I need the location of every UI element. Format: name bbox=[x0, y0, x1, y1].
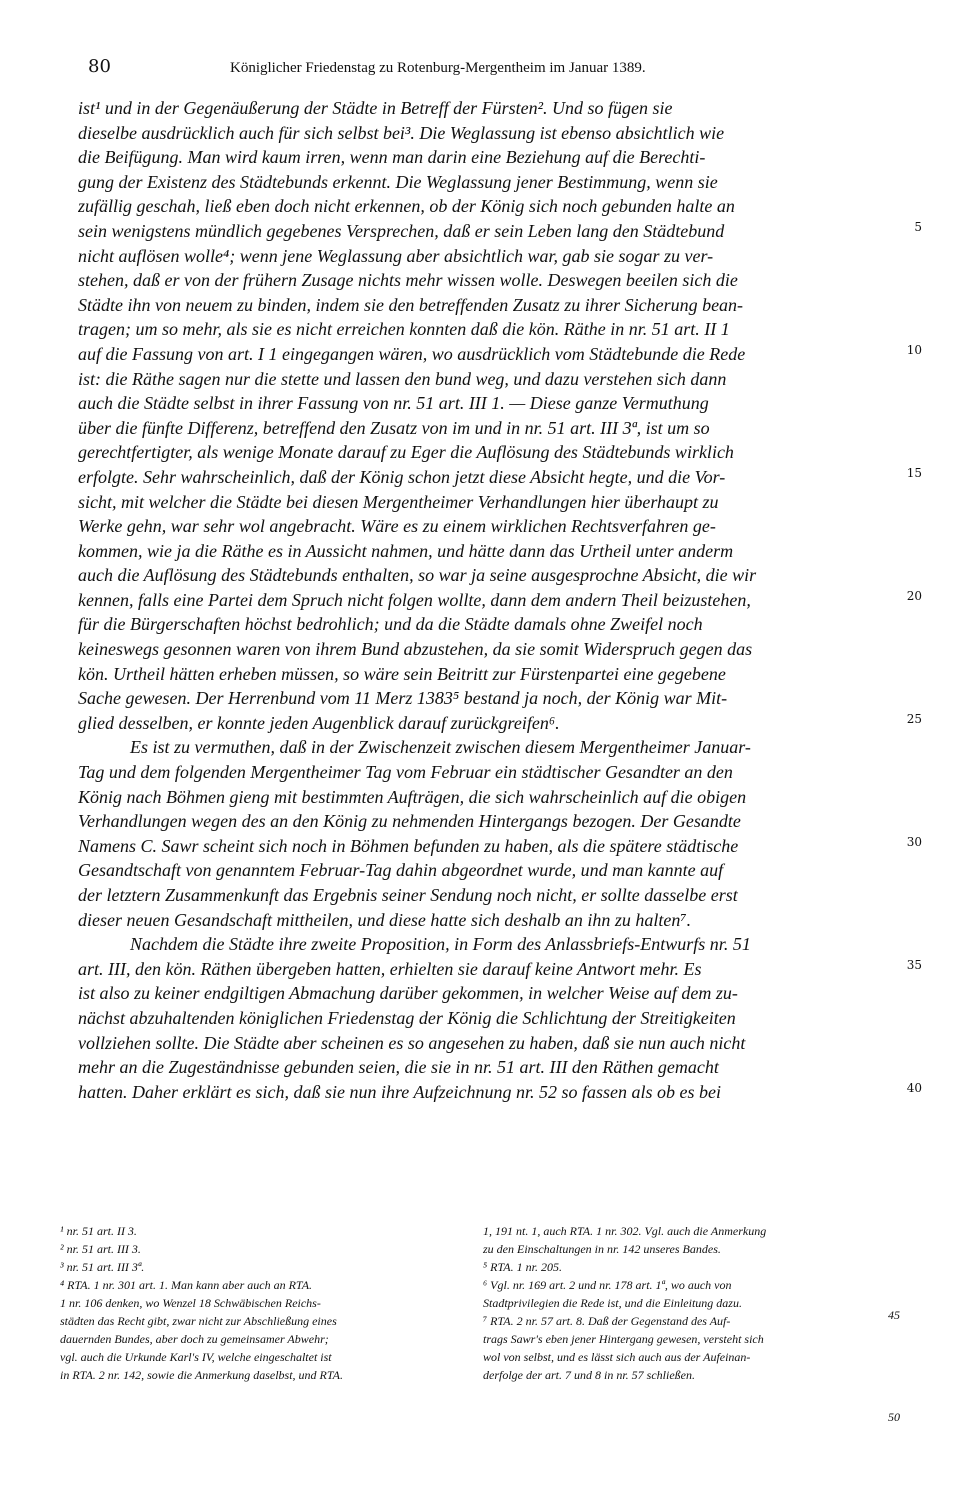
body-line: mehr an die Zugeständnisse gebunden seien, die sie in nr. 51 art. III den Räthen gemacht bbox=[78, 1057, 719, 1078]
footnote-column-right bbox=[483, 1222, 883, 1384]
body-line: über die fünfte Differenz, betreffend den Zusatz von im und in nr. 51 art. III 3ª, ist um so bbox=[78, 417, 710, 438]
body-line: gung der Existenz des Städtebunds erkennt. Die Weglassung jener Bestimmung, wenn sie bbox=[78, 171, 718, 192]
line-number: 30 bbox=[906, 835, 922, 849]
body-line: auch die Auflösung des Städtebunds enthalten, so war ja seine ausgesprochne Absicht, die wir bbox=[78, 565, 757, 586]
body-line: nächst abzuhaltenden königlichen Friedenstag der König die Schlichtung der Streitigkeiten bbox=[78, 1007, 736, 1028]
footnote-line: ² nr. 51 art. III 3. bbox=[60, 1242, 141, 1256]
line-number: 25 bbox=[906, 712, 922, 726]
footnote-line-number: 50 bbox=[888, 1410, 900, 1424]
body-line: sein wenigstens mündlich gegebenes Versprechen, daß er sein Leben lang den Städtebund bbox=[78, 220, 725, 241]
body-line: keineswegs gesonnen waren von ihrem Bund abzustehen, da sie somit Widerspruch gegen das bbox=[78, 639, 753, 660]
footnote-line: städten das Recht gibt, zwar nicht zur Abschließung eines bbox=[60, 1314, 337, 1328]
body-line: auf die Fassung von art. I 1 eingegangen wären, wo ausdrücklich vom Städtebunde die Rede bbox=[78, 343, 746, 364]
body-line: dieselbe ausdrücklich auch für sich selbst bei³. Die Weglassung ist ebenso absichtlich wie bbox=[78, 122, 725, 143]
body-line: kommen, wie ja die Räthe es in Aussicht nahmen, und hätte dann das Urtheil unter anderm bbox=[78, 540, 734, 561]
body-line: kön. Urtheil hätten erheben müssen, so wäre sein Beitritt zur Fürstenpartei eine gegebene bbox=[78, 663, 726, 684]
footnote-line: zu den Einschaltungen in nr. 142 unseres Bandes. bbox=[483, 1242, 721, 1256]
body-line: Gesandtschaft von genanntem Februar-Tag dahin abgeordnet wurde, und man kannte auf bbox=[78, 860, 724, 881]
footnote-line-number: 45 bbox=[888, 1308, 900, 1322]
footnote-line: dauernden Bundes, aber doch zu gemeinsamer Abwehr; bbox=[60, 1332, 329, 1346]
line-number: 40 bbox=[906, 1081, 922, 1095]
body-line: glied desselben, er konnte jeden Augenblick darauf zurückgreifen⁶. bbox=[78, 712, 560, 733]
body-line: für die Bürgerschaften höchst bedrohlich; und da die Städte damals ohne Zweifel noch bbox=[78, 614, 703, 635]
page-number: 80 bbox=[88, 56, 111, 77]
footnote-line: Stadtprivilegien die Rede ist, und die Einleitung dazu. bbox=[483, 1296, 742, 1310]
line-number: 5 bbox=[914, 220, 922, 234]
body-line: Werke gehn, war sehr wol angebracht. Wäre es zu einem wirklichen Rechtsverfahren ge- bbox=[78, 516, 716, 537]
body-line: auch die Städte selbst in ihrer Fassung von nr. 51 art. III 1. — Diese ganze Vermuthung bbox=[78, 393, 709, 414]
footnote-line: ⁶ Vgl. nr. 169 art. 2 und nr. 178 art. 1ª, wo auch von bbox=[483, 1278, 732, 1292]
footnote-line: ⁷ RTA. 2 nr. 57 art. 8. Daß der Gegenstand des Auf- bbox=[483, 1314, 731, 1328]
footnote-line: derfolge der art. 7 und 8 in nr. 57 schließen. bbox=[483, 1368, 695, 1382]
footnote-column-left bbox=[60, 1222, 460, 1384]
body-line: nicht auflösen wolle⁴; wenn jene Weglassung aber absichtlich war, gab sie sogar zu ver- bbox=[78, 245, 714, 266]
body-line: vollziehen sollte. Die Städte aber scheinen es so angesehen zu haben, daß sie nun auch nicht bbox=[78, 1032, 746, 1053]
line-number: 35 bbox=[906, 958, 922, 972]
body-line: art. III, den kön. Räthen übergeben hatten, erhielten sie darauf keine Antwort mehr. Es bbox=[78, 958, 702, 979]
body-line: gerechtfertigter, als wenige Monate darauf zu Eger die Auflösung des Städtebunds wirklich bbox=[78, 442, 734, 463]
body-line: ist¹ und in der Gegenäußerung der Städte in Betreff der Fürsten². Und so fügen sie bbox=[78, 98, 673, 118]
running-title: Königlicher Friedenstag zu Rotenburg-Mergentheim im Januar 1389. bbox=[230, 60, 646, 76]
line-number: 20 bbox=[906, 589, 922, 603]
body-line: Sache gewesen. Der Herrenbund vom 11 Merz 1383⁵ bestand ja noch, der König war Mit- bbox=[78, 688, 728, 709]
footnote-line: in RTA. 2 nr. 142, sowie die Anmerkung daselbst, und RTA. bbox=[60, 1368, 343, 1382]
body-line: ist: die Räthe sagen nur die stette und lassen den bund weg, und dazu verstehen sich dann bbox=[78, 368, 727, 389]
footnote-line: ⁵ RTA. 1 nr. 205. bbox=[483, 1260, 562, 1274]
body-line: sicht, mit welcher die Städte bei diesen Mergentheimer Verhandlungen hier überhaupt zu bbox=[78, 491, 719, 512]
footnote-line: ⁴ RTA. 1 nr. 301 art. 1. Man kann aber auch an RTA. bbox=[60, 1278, 313, 1292]
body-line: König nach Böhmen gieng mit bestimmten Aufträgen, die sich wahrscheinlich auf die obigen bbox=[78, 786, 747, 807]
footnote-line: ¹ nr. 51 art. II 3. bbox=[60, 1224, 137, 1238]
body-line: stehen, daß er von der frühern Zusage nichts mehr wissen wolle. Deswegen beeilen sich die bbox=[78, 270, 738, 291]
footnote-line: wol von selbst, und es lässt sich auch aus der Aufeinan- bbox=[483, 1350, 751, 1364]
footnote-line: vgl. auch die Urkunde Karl's IV, welche eingeschaltet ist bbox=[60, 1350, 332, 1364]
body-line: Tag und dem folgenden Mergentheimer Tag vom Februar ein städtischer Gesandter an den bbox=[78, 762, 733, 783]
body-line: erfolgte. Sehr wahrscheinlich, daß der König schon jetzt diese Absicht hegte, und die Vor- bbox=[78, 466, 726, 487]
body-line: Nachdem die Städte ihre zweite Proposition, in Form des Anlassbriefs-Entwurfs nr. 51 bbox=[130, 934, 751, 955]
body-line: hatten. Daher erklärt es sich, daß sie nun ihre Aufzeichnung nr. 52 so fassen als ob es bei bbox=[78, 1081, 721, 1102]
body-line: Städte ihn von neuem zu binden, indem sie den betreffenden Zusatz zu ihrer Sicherung bean- bbox=[78, 294, 744, 315]
footnote-line: 1, 191 nt. 1, auch RTA. 1 nr. 302. Vgl. auch die Anmerkung bbox=[483, 1224, 767, 1238]
footnote-line: trags Sawr's eben jener Hintergang gewesen, versteht sich bbox=[483, 1332, 764, 1346]
footnote-line: 1 nr. 106 denken, wo Wenzel 18 Schwäbischen Reichs- bbox=[60, 1296, 321, 1310]
body-text bbox=[78, 96, 903, 1104]
body-line: Namens C. Sawr scheint sich noch in Böhmen befunden zu haben, als die spätere städtische bbox=[78, 835, 739, 856]
body-line: der letztern Zusammenkunft das Ergebnis seiner Sendung noch nicht, er sollte dasselbe erst bbox=[78, 885, 738, 905]
line-number: 15 bbox=[906, 466, 922, 480]
body-line: die Beifügung. Man wird kaum irren, wenn man darin eine Beziehung auf die Berechti- bbox=[78, 147, 706, 168]
page-header bbox=[88, 56, 888, 86]
footnote-line: ³ nr. 51 art. III 3ª. bbox=[60, 1260, 145, 1274]
body-line: Verhandlungen wegen des an den König zu nehmenden Hintergangs bezogen. Der Gesandte bbox=[78, 811, 741, 832]
body-line: Es ist zu vermuthen, daß in der Zwischenzeit zwischen diesem Mergentheimer Januar- bbox=[130, 737, 751, 758]
body-line: ist also zu keiner endgiltigen Abmachung darüber gekommen, in welcher Weise auf dem zu- bbox=[78, 983, 738, 1004]
body-line: tragen; um so mehr, als sie es nicht erreichen konnten daß die kön. Räthe in nr. 51 art. II 1 bbox=[78, 319, 730, 340]
body-line: kennen, falls eine Partei dem Spruch nicht folgen wollte, dann dem andern Theil beizustehen, bbox=[78, 589, 751, 610]
body-line: zufällig geschah, ließ eben doch nicht erkennen, ob der König sich noch gebunden halte an bbox=[78, 196, 735, 217]
body-line: dieser neuen Gesandschaft mittheilen, und diese hatte sich deshalb an ihn zu halten⁷. bbox=[78, 909, 692, 930]
line-number: 10 bbox=[906, 343, 922, 357]
